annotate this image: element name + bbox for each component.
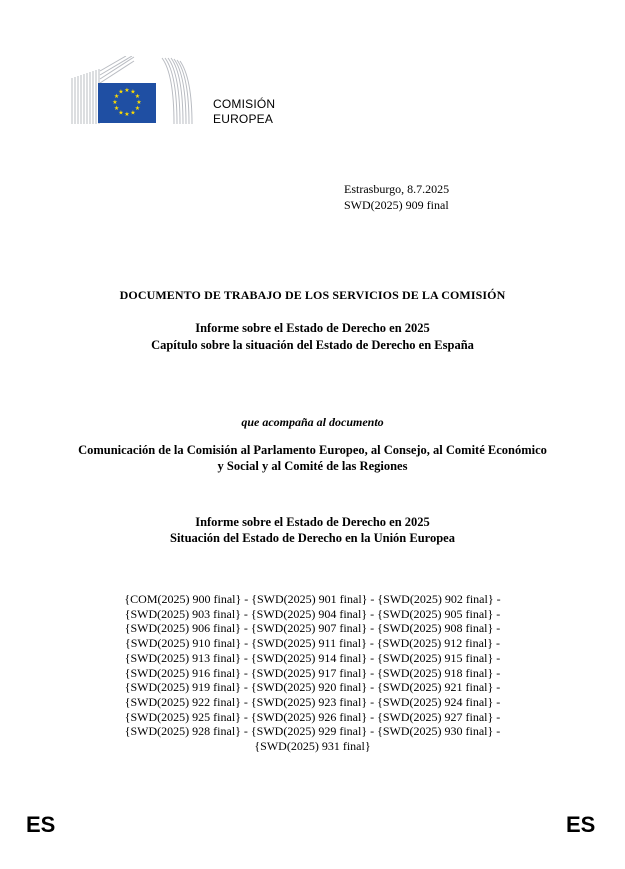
title-line-2: Capítulo sobre la situación del Estado de Derecho en España	[151, 338, 474, 352]
svg-text:★: ★	[134, 105, 141, 112]
document-meta	[344, 181, 449, 213]
related-documents-line: {SWD(2025) 928 final} - {SWD(2025) 929 final} - {SWD(2025) 930 final} -	[124, 724, 501, 739]
svg-text:★: ★	[118, 88, 124, 96]
document-type: DOCUMENTO DE TRABAJO DE LOS SERVICIOS DE LA COMISIÓN	[119, 288, 506, 302]
related-documents-line: {COM(2025) 900 final} - {SWD(2025) 901 final} - {SWD(2025) 902 final} -	[124, 592, 501, 606]
language-code-left: ES	[26, 812, 56, 837]
communication-title	[0, 442, 625, 474]
related-documents-line: {SWD(2025) 906 final} - {SWD(2025) 907 final} - {SWD(2025) 908 final} -	[124, 621, 501, 636]
svg-text:★: ★	[130, 88, 136, 96]
related-documents-line: {SWD(2025) 913 final} - {SWD(2025) 914 final} - {SWD(2025) 915 final} -	[124, 650, 501, 665]
svg-text:★: ★	[113, 93, 120, 100]
related-documents-line: {SWD(2025) 903 final} - {SWD(2025) 904 final} - {SWD(2025) 905 final} -	[124, 606, 501, 621]
communication-line-1: Comunicación de la Comisión al Parlamento Europeo, al Consejo, al Comité Económico	[78, 443, 547, 457]
svg-text:★: ★	[112, 99, 118, 106]
accompanying-note: que acompaña al documento	[241, 415, 384, 429]
document-reference: SWD(2025) 909 final	[344, 198, 449, 212]
svg-text:★: ★	[118, 109, 124, 117]
svg-text:★: ★	[136, 99, 142, 106]
document-title	[0, 320, 625, 354]
communication-line-2: y Social y al Comité de las Regiones	[217, 459, 408, 473]
report-title	[0, 514, 625, 546]
building-and-flag-icon	[70, 56, 210, 128]
related-documents	[0, 592, 625, 754]
report-line-2: Situación del Estado de Derecho en la Unión Europea	[170, 531, 455, 545]
title-line-1: Informe sobre el Estado de Derecho en 2025	[195, 321, 430, 335]
report-line-1: Informe sobre el Estado de Derecho en 2025	[195, 515, 430, 529]
language-code-right: ES	[566, 812, 596, 837]
svg-text:★: ★	[124, 111, 130, 118]
organization-line-1: COMISIÓN	[213, 97, 276, 111]
related-documents-line: {SWD(2025) 925 final} - {SWD(2025) 926 final} - {SWD(2025) 927 final} -	[124, 709, 501, 724]
related-documents-line: {SWD(2025) 910 final} - {SWD(2025) 911 final} - {SWD(2025) 912 final} -	[124, 636, 501, 651]
related-documents-line: {SWD(2025) 931 final}	[254, 739, 371, 754]
european-commission-logo	[70, 56, 280, 128]
related-documents-line: {SWD(2025) 922 final} - {SWD(2025) 923 final} - {SWD(2025) 924 final} -	[124, 694, 501, 709]
related-documents-line: {SWD(2025) 919 final} - {SWD(2025) 920 final} - {SWD(2025) 921 final} -	[124, 680, 501, 695]
svg-text:★: ★	[134, 93, 141, 100]
related-documents-line: {SWD(2025) 916 final} - {SWD(2025) 917 final} - {SWD(2025) 918 final} -	[124, 665, 501, 680]
organization-line-2: EUROPEA	[213, 112, 274, 126]
svg-text:★: ★	[113, 105, 120, 112]
svg-text:★: ★	[124, 87, 130, 94]
organization-name	[213, 97, 275, 127]
place-date: Estrasburgo, 8.7.2025	[344, 182, 450, 196]
svg-text:★: ★	[130, 109, 136, 117]
